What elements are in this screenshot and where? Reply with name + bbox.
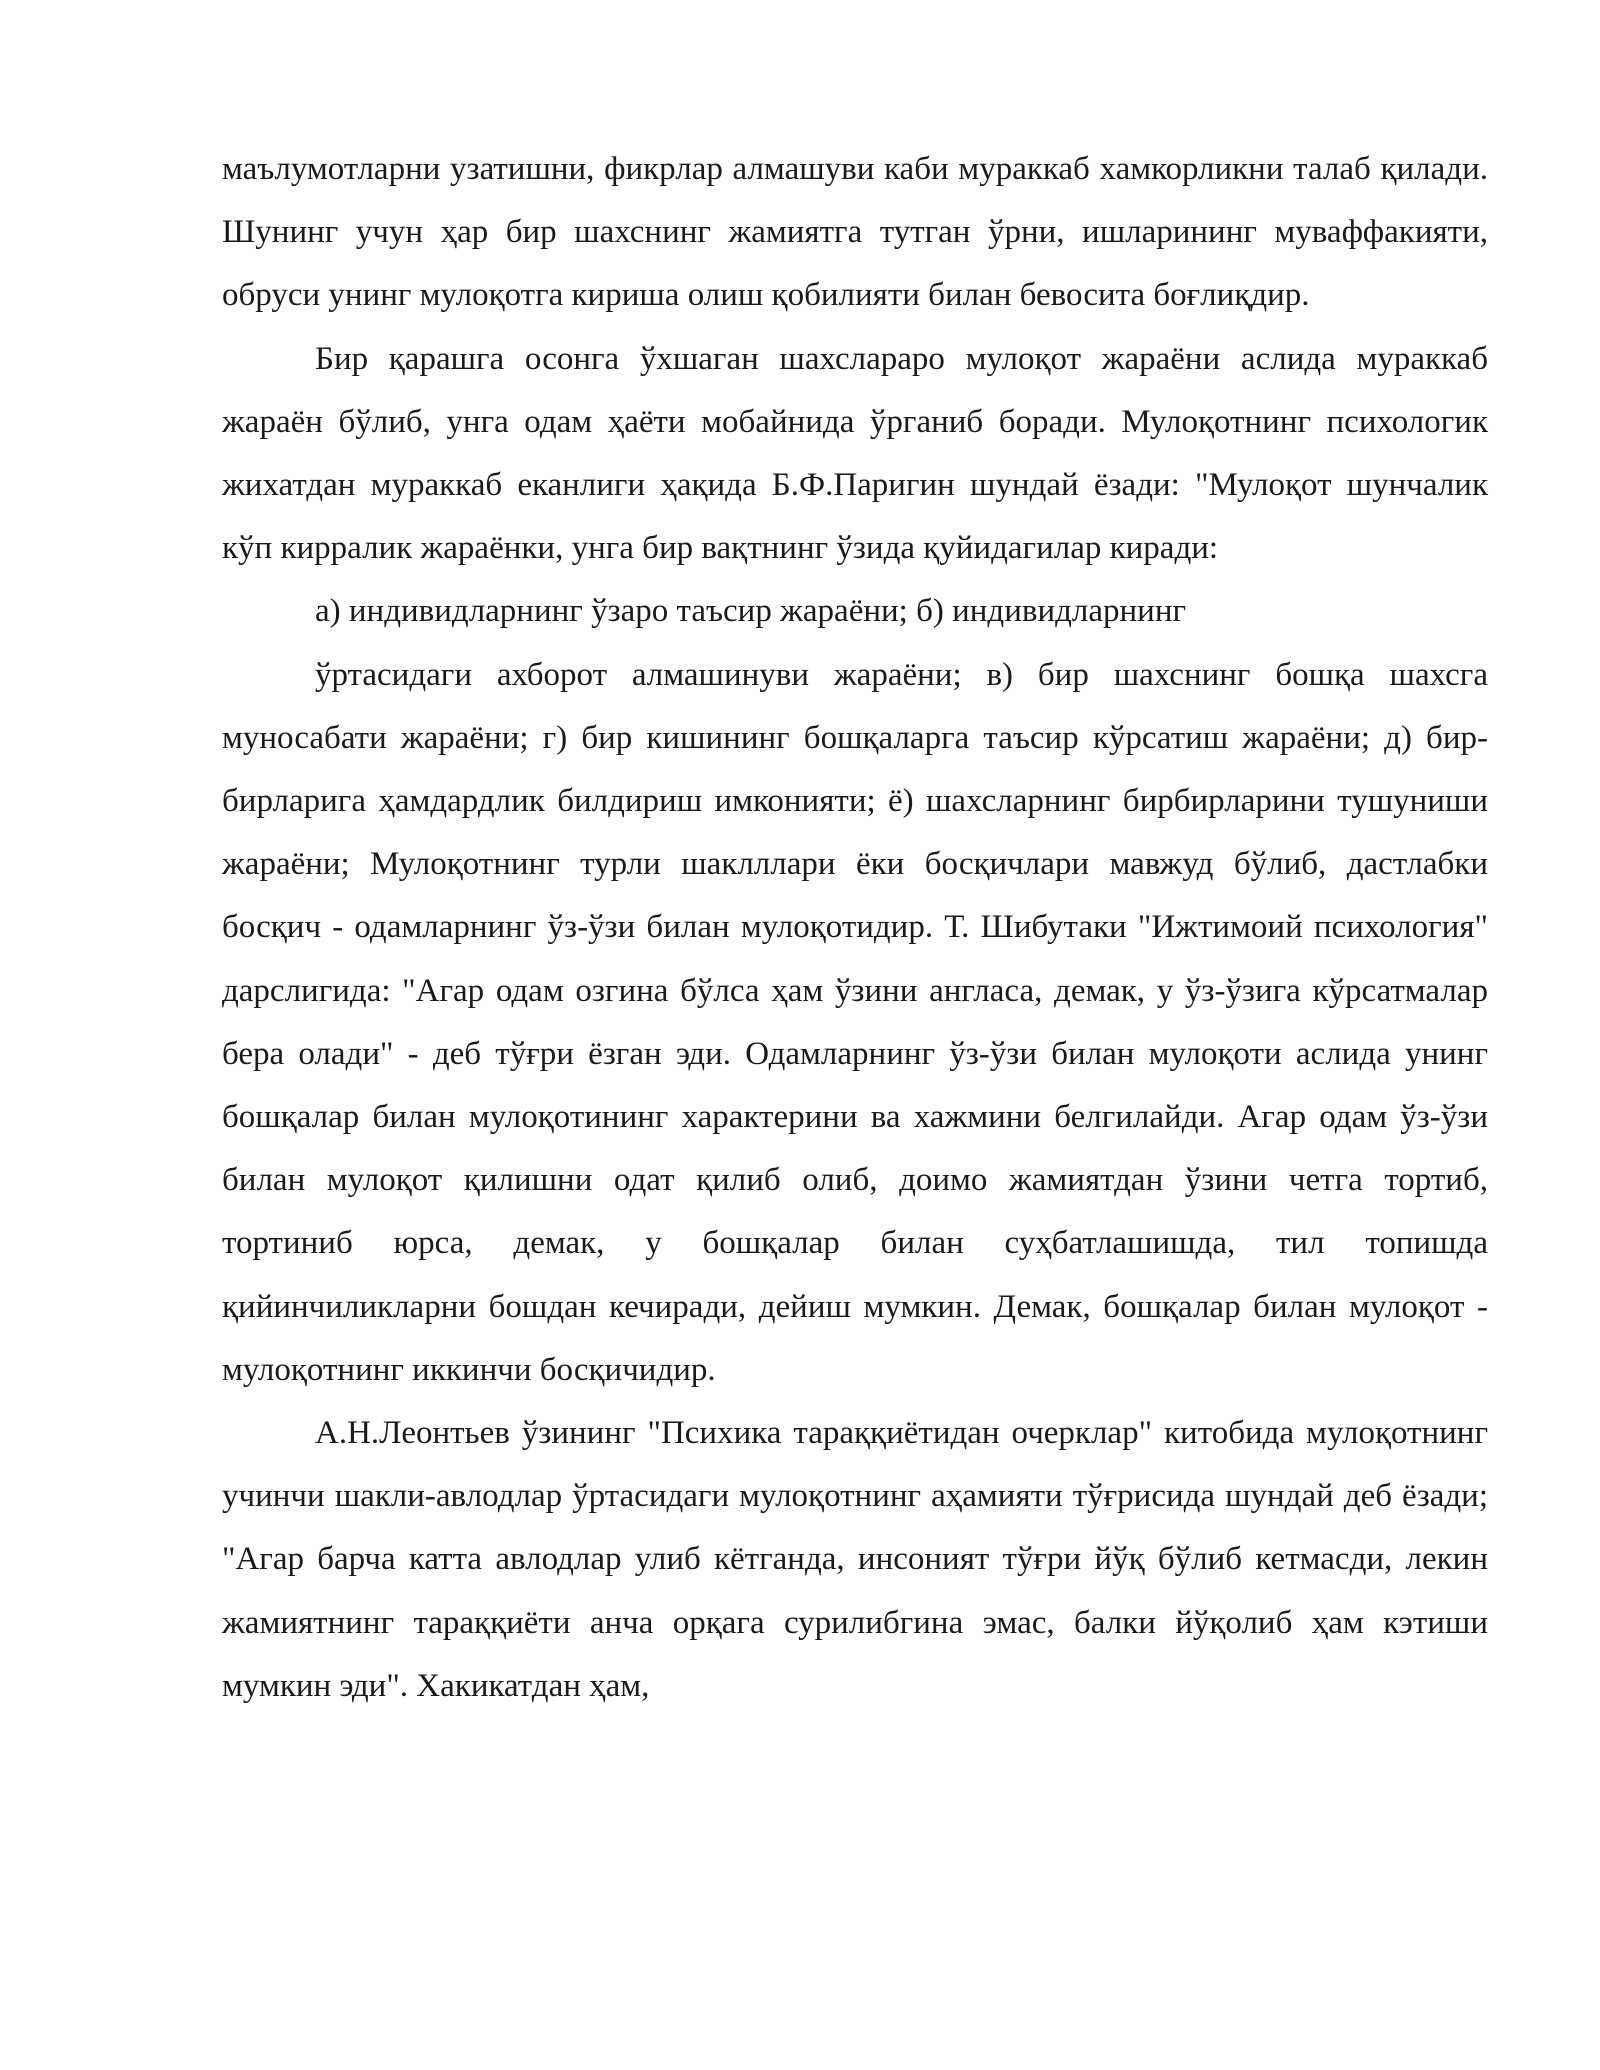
paragraph-3: ўртасидаги ахборот алмашинуви жараёни; в) бир шахснинг бошқа шахсга муносабати жараёни; г) бир кишининг бошқаларга таъсир кўрсатиш жараёни; д) бир-бирларига ҳамдардлик билдириш имконияти; ё) шахсларнинг бирбирларини тушуниши жараёни; Мулоқотнинг турли шаклллари ёки босқичлари мавжуд бўлиб, дастлабки босқич - одамларнинг ўз-ўзи билан мулоқотидир. Т. Шибутаки "Ижтимоий психология" дарслигида: "Агар одам озгина бўлса ҳам ўзини англаса, демак, у ўз-ўзига кўрсатмалар бера олади" - деб тўғри ёзган эди. Одамларнинг ўз-ўзи билан мулоқоти аслида унинг бошқалар билан мулоқотининг характерини ва хажмини белгилайди. Агар одам ўз-ўзи билан мулоқот қилишни одат қилиб олиб, доимо жамиятдан ўзини четга тортиб, тортиниб юрса, демак, у бошқалар билан суҳбатлашишда, тил топишда қийинчиликларни бошдан кечиради, дейиш мумкин. Демак, бошқалар билан мулоқот - мулоқотнинг иккинчи босқичидир. bbox=[222, 656, 1488, 1388]
paragraph-1: маълумотларни узатишни, фикрлар алмашуви каби мураккаб хамкорликни талаб қилади. Шунинг учун ҳар бир шахснинг жамиятга тутган ўрни, ишларининг муваффакияти, обруси унинг мулоқотга кириша олиш қобилияти билан бевосита боғлиқдир. bbox=[222, 151, 1488, 314]
paragraph-4: А.Н.Леонтьев ўзининг "Психика тараққиётидан очерклар" китобида мулоқотнинг учинчи шакли-авлодлар ўртасидаги мулоқотнинг аҳамияти тўғрисида шундай деб ёзади; "Агар барча катта авлодлар улиб кётганда, инсоният тўғри йўқ бўлиб кетмасди, лекин жамиятнинг тараққиёти анча орқага сурилибгина эмас, балки йўқолиб ҳам кэтиши мумкин эди". Хакикатдан ҳам, bbox=[222, 1415, 1488, 1704]
paragraph-2: Бир қарашга осонга ўхшаган шахслараро мулоқот жараёни аслида мураккаб жараён бўлиб, унга одам ҳаёти мобайнида ўрганиб боради. Мулоқотнинг психологик жихатдан мураккаб еканлиги ҳақида Б.Ф.Паригин шундай ёзади: "Мулоқот шунчалик кўп кирралик жараёнки, унга бир вақтнинг ўзида қуйидагилар киради: bbox=[222, 340, 1488, 567]
list-line-a-b: а) индивидларнинг ўзаро таъсир жараёни; б) индивидларнинг bbox=[315, 593, 1187, 630]
document-body bbox=[222, 138, 1488, 1718]
